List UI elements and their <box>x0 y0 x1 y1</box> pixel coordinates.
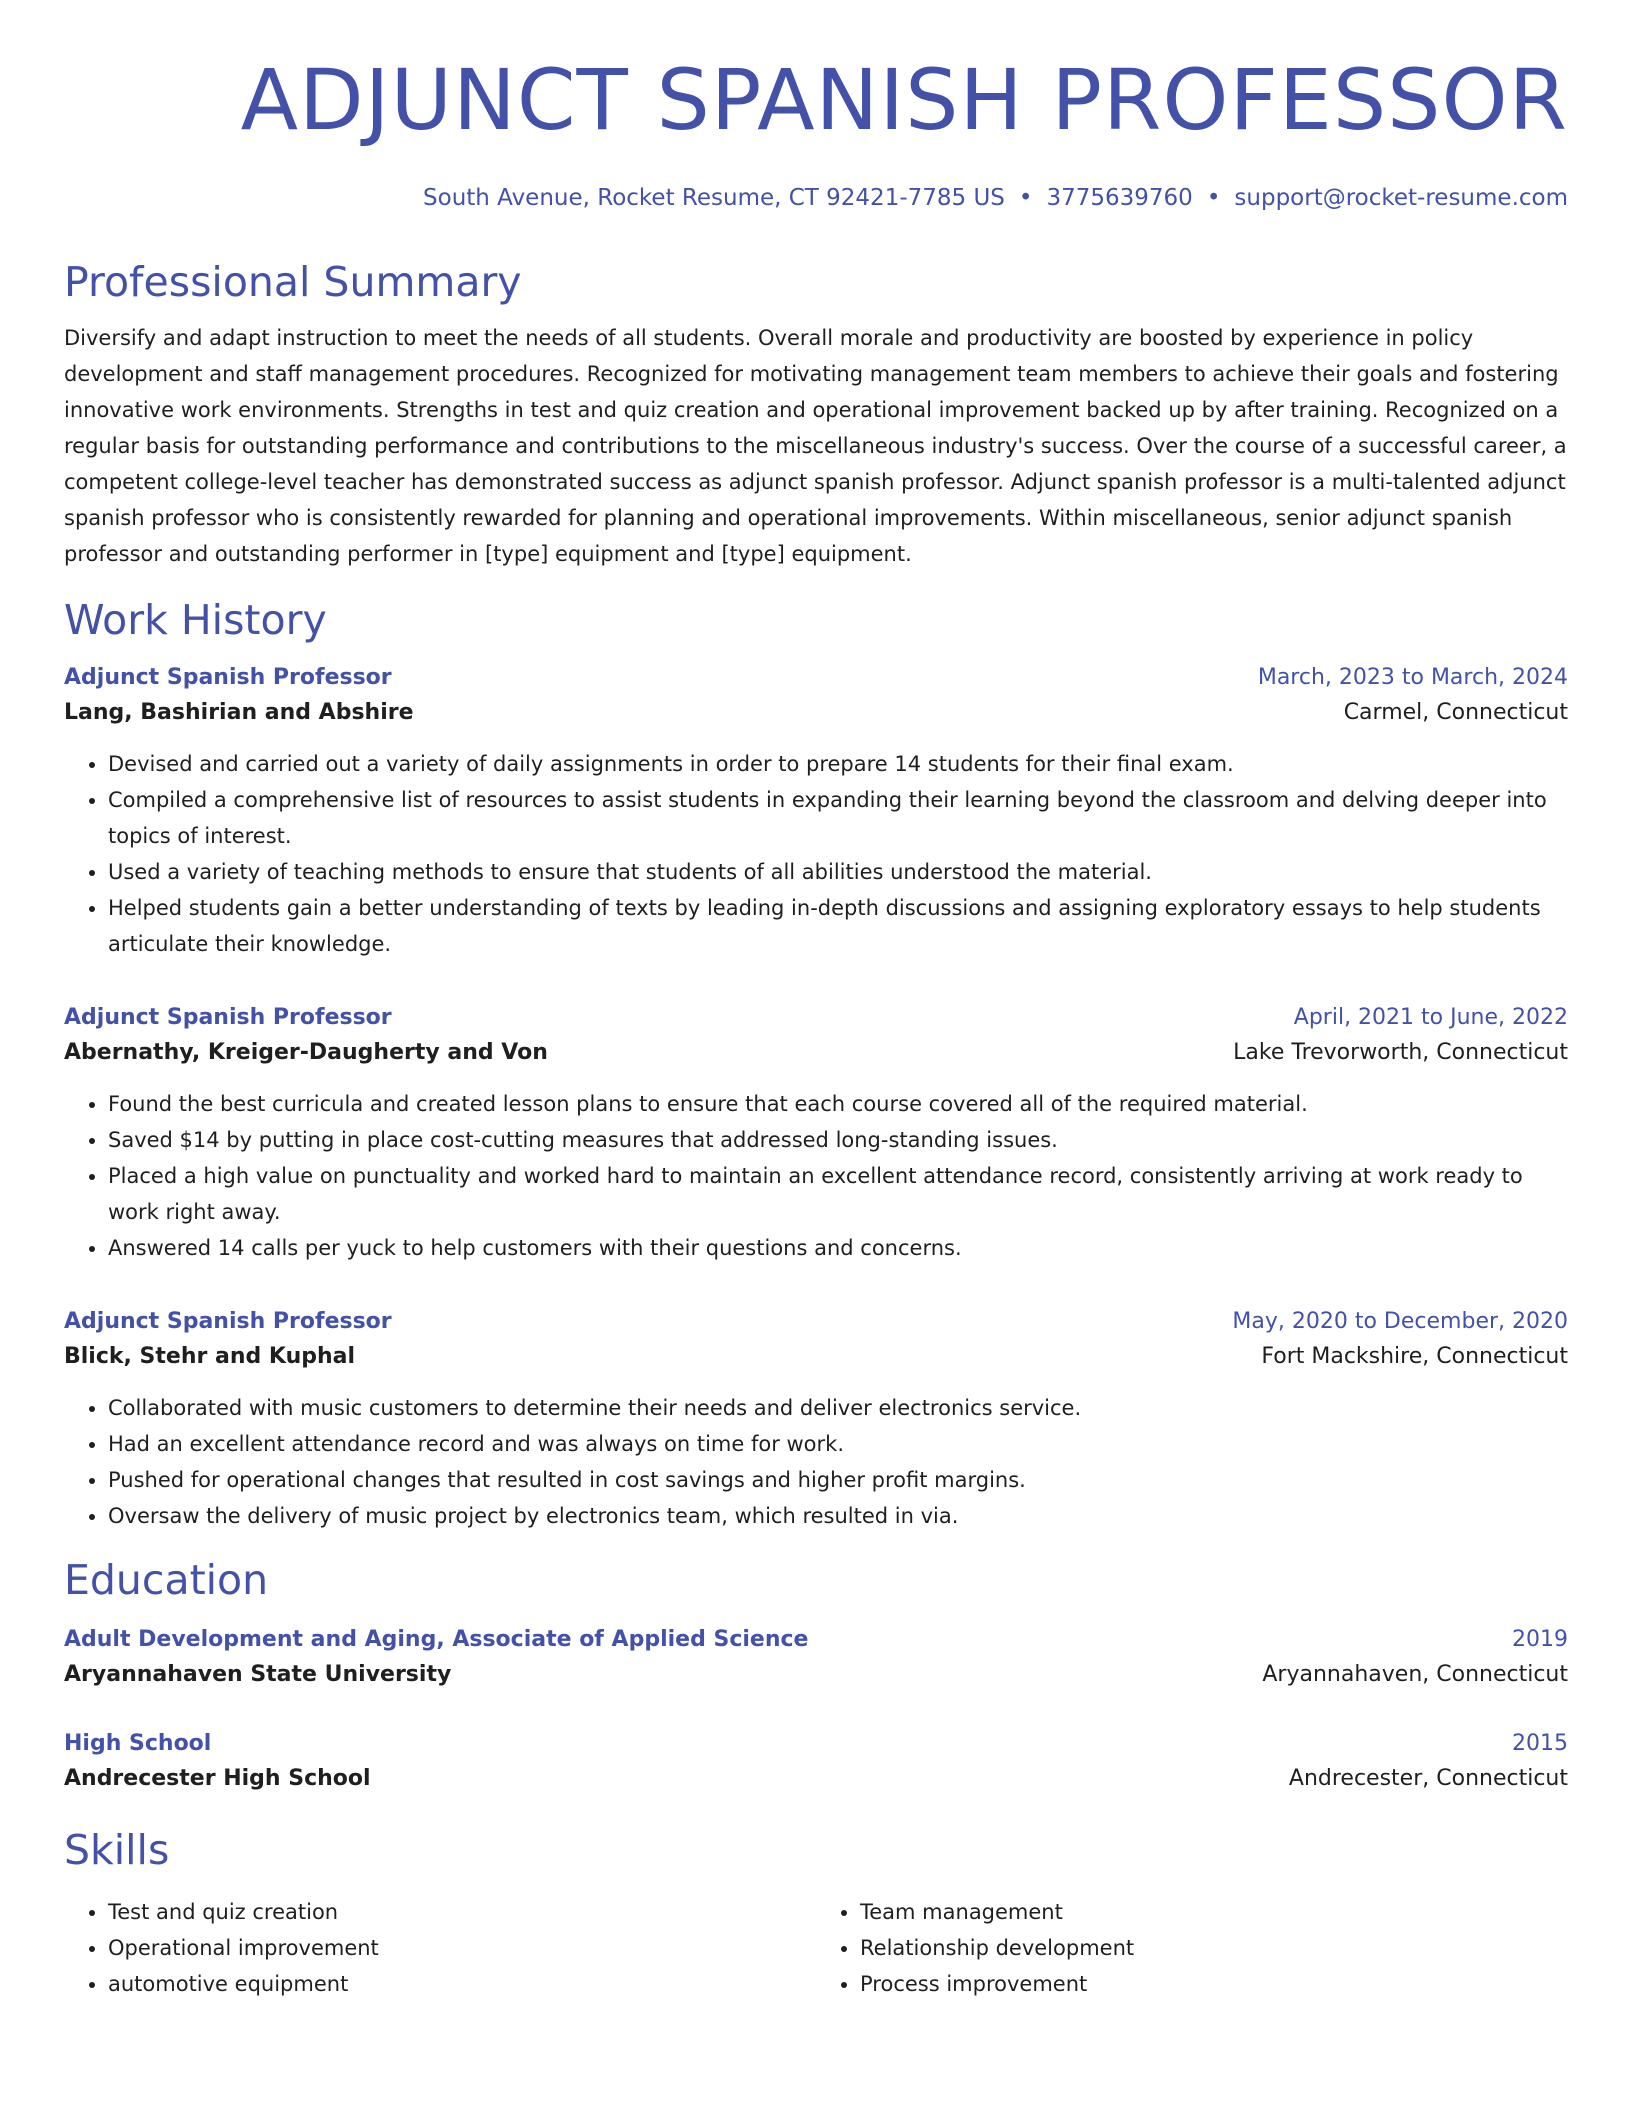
skills-grid <box>64 1894 1568 2002</box>
job-bullet: • Had an excellent attendance record and was always on time for work. <box>108 1426 1568 1462</box>
job-entry <box>64 1306 1568 1534</box>
contact-separator: • <box>1018 185 1033 211</box>
contact-phone: 3775639760 <box>1046 185 1193 211</box>
education-year: 2015 <box>1512 1731 1568 1756</box>
job-bullet: • Answered 14 calls per yuck to help customers with their questions and concerns. <box>108 1230 1568 1266</box>
job-employer-row <box>64 1338 1568 1376</box>
education-school: Aryannahaven State University <box>64 1662 452 1687</box>
job-dates: May, 2020 to December, 2020 <box>1232 1309 1568 1334</box>
job-header-row <box>64 1002 1568 1034</box>
contact-email: support@rocket-resume.com <box>1234 185 1568 211</box>
education-section <box>64 1554 1568 1798</box>
work-history-heading: Work History <box>64 596 327 644</box>
job-bullet: • Oversaw the delivery of music project by electronics team, which resulted in via. <box>108 1498 1568 1534</box>
skill-item: • Test and quiz creation <box>108 1894 816 1930</box>
job-bullets <box>64 1086 1568 1266</box>
education-year: 2019 <box>1512 1627 1568 1652</box>
work-history-section <box>64 594 1568 1534</box>
job-title: Adjunct Spanish Professor <box>64 665 392 690</box>
job-dates: March, 2023 to March, 2024 <box>1257 665 1568 690</box>
job-header-row <box>64 1306 1568 1338</box>
skill-item: • Team management <box>860 1894 1568 1930</box>
contact-address: South Avenue, Rocket Resume, CT 92421-7785 US <box>423 185 1005 211</box>
summary-section <box>64 256 1568 572</box>
education-heading: Education <box>64 1556 269 1604</box>
education-entry <box>64 1624 1568 1694</box>
job-title: Adjunct Spanish Professor <box>64 1005 392 1030</box>
job-location: Fort Mackshire, Connecticut <box>1261 1344 1568 1369</box>
job-location: Lake Trevorworth, Connecticut <box>1233 1040 1568 1065</box>
skills-section <box>64 1824 1568 2002</box>
education-header-row <box>64 1728 1568 1760</box>
skill-item: • Operational improvement <box>108 1930 816 1966</box>
summary-text: Diversify and adapt instruction to meet the needs of all students. Overall morale and productivity are boosted by experience in policy development and staff management procedures. Recognized for motivating management team members to achieve their goals and fostering innovative work environments. Strengths in test and quiz creation and operational improvement backed up by after training. Recognized on a regular basis for outstanding performance and contributions to the miscellaneous industry's success. Over the course of a successful career, a competent college-level teacher has demonstrated success as adjunct spanish professor. Adjunct spanish professor is a multi-talented adjunct spanish professor who is consistently rewarded for planning and operational improvements. Within miscellaneous, senior adjunct spanish professor and outstanding performer in [type] equipment and [type] equipment. <box>64 326 1567 566</box>
resume-header <box>64 48 1568 214</box>
job-bullet: • Pushed for operational changes that resulted in cost savings and higher profit margins. <box>108 1462 1568 1498</box>
skills-heading: Skills <box>64 1826 170 1874</box>
job-entry <box>64 1002 1568 1266</box>
resume-page <box>64 48 1568 2002</box>
job-title: Adjunct Spanish Professor <box>64 1309 392 1334</box>
education-header-row <box>64 1624 1568 1656</box>
job-bullet: • Devised and carried out a variety of daily assignments in order to prepare 14 students for their final exam. <box>108 746 1568 782</box>
skills-column-left <box>64 1894 816 2002</box>
education-school-row <box>64 1760 1568 1798</box>
summary-heading: Professional Summary <box>64 258 522 306</box>
education-degree: High School <box>64 1731 212 1756</box>
skill-item: • automotive equipment <box>108 1966 816 2002</box>
job-employer-row <box>64 1034 1568 1072</box>
job-bullets <box>64 746 1568 962</box>
skill-item: • Process improvement <box>860 1966 1568 2002</box>
education-entry <box>64 1728 1568 1798</box>
job-entry <box>64 662 1568 962</box>
job-bullet: • Placed a high value on punctuality and worked hard to maintain an excellent attendance record, consistently arriving at work ready to work right away. <box>108 1158 1568 1230</box>
job-employer: Lang, Bashirian and Abshire <box>64 700 414 725</box>
job-bullets <box>64 1390 1568 1534</box>
job-bullet: • Used a variety of teaching methods to ensure that students of all abilities understood the material. <box>108 854 1568 890</box>
job-dates: April, 2021 to June, 2022 <box>1293 1005 1568 1030</box>
contact-line <box>64 182 1568 214</box>
job-bullet: • Saved $14 by putting in place cost-cutting measures that addressed long-standing issues. <box>108 1122 1568 1158</box>
education-school: Andrecester High School <box>64 1766 371 1791</box>
candidate-name: ADJUNCT SPANISH PROFESSOR <box>240 51 1568 149</box>
job-bullet: • Collaborated with music customers to determine their needs and deliver electronics service. <box>108 1390 1568 1426</box>
skills-column-right <box>816 1894 1568 2002</box>
skill-item: • Relationship development <box>860 1930 1568 1966</box>
education-location: Aryannahaven, Connecticut <box>1262 1662 1568 1687</box>
job-location: Carmel, Connecticut <box>1343 700 1568 725</box>
job-bullet: • Found the best curricula and created lesson plans to ensure that each course covered all of the required material. <box>108 1086 1568 1122</box>
job-employer: Blick, Stehr and Kuphal <box>64 1344 356 1369</box>
job-bullet: • Compiled a comprehensive list of resources to assist students in expanding their learning beyond the classroom and delving deeper into topics of interest. <box>108 782 1568 854</box>
contact-separator: • <box>1206 185 1221 211</box>
job-employer: Abernathy, Kreiger-Daugherty and Von <box>64 1040 548 1065</box>
job-employer-row <box>64 694 1568 732</box>
education-school-row <box>64 1656 1568 1694</box>
job-header-row <box>64 662 1568 694</box>
education-degree: Adult Development and Aging, Associate of Applied Science <box>64 1627 809 1652</box>
education-location: Andrecester, Connecticut <box>1288 1766 1568 1791</box>
job-bullet: • Helped students gain a better understanding of texts by leading in-depth discussions and assigning exploratory essays to help students articulate their knowledge. <box>108 890 1568 962</box>
